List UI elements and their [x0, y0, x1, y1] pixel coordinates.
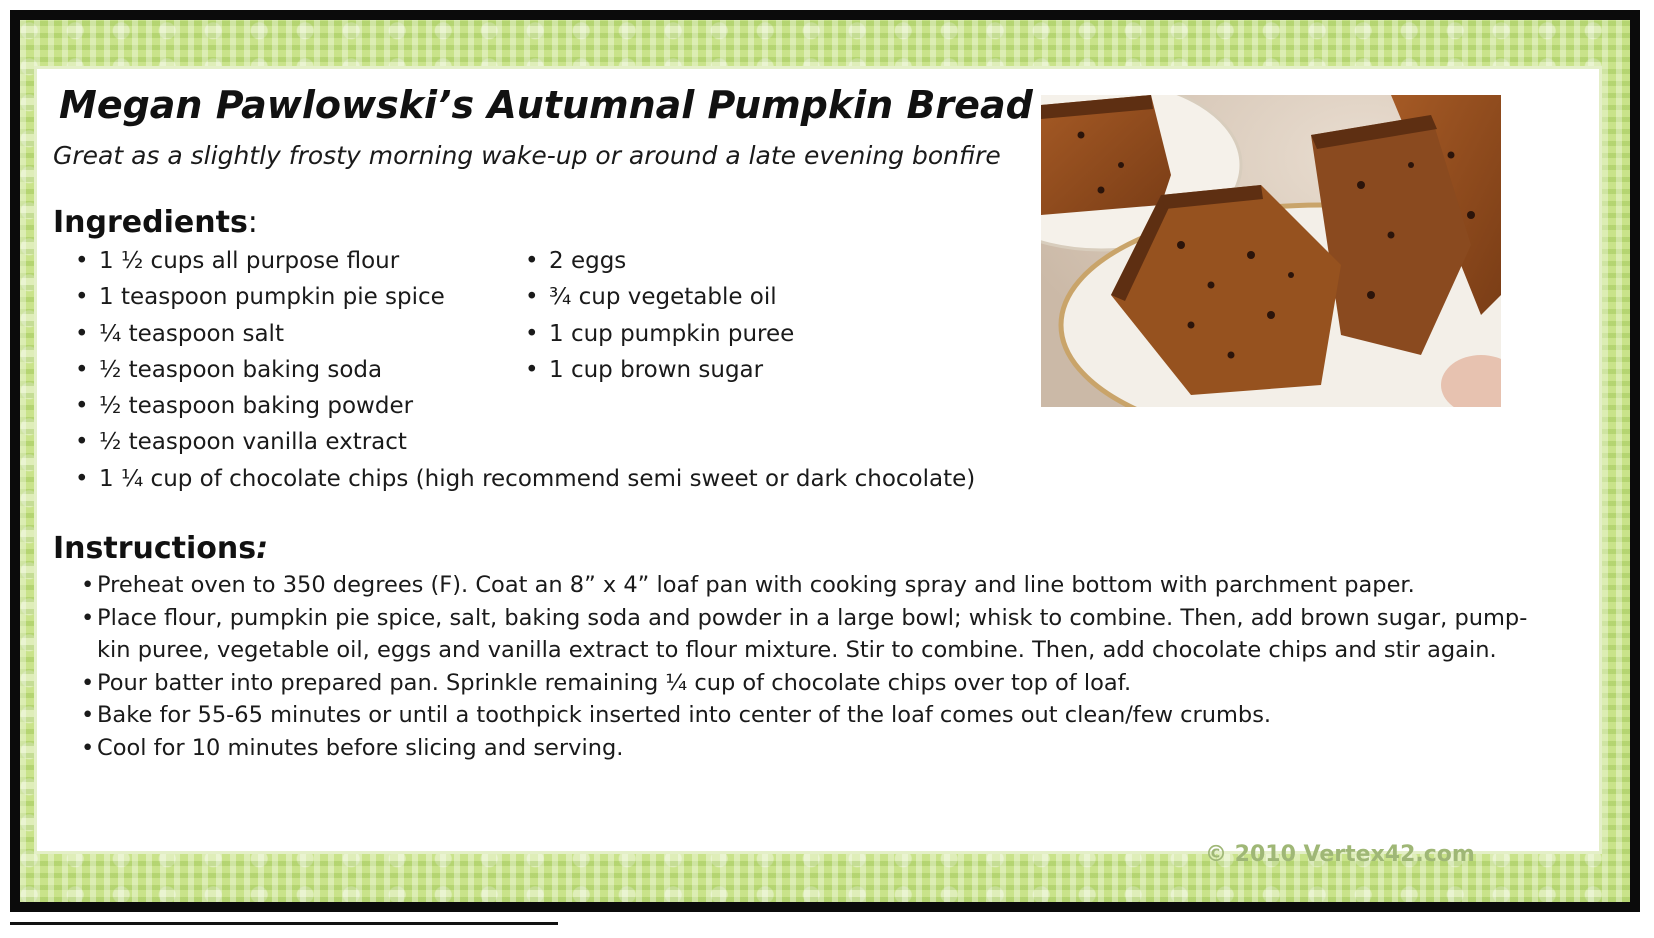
bullet-icon: •	[75, 393, 89, 420]
ingredient-item	[525, 243, 925, 279]
bullet-icon: •	[75, 248, 89, 274]
ingredient-text: 1 cup brown sugar	[549, 356, 764, 383]
ingredient-text: ½ teaspoon vanilla extract	[99, 429, 407, 456]
pumpkin-bread-illustration	[1041, 95, 1501, 407]
ingredient-text: 2 eggs	[549, 248, 627, 274]
bullet-icon: •	[75, 465, 89, 492]
ingredient-text: ¼ teaspoon salt	[99, 320, 284, 347]
bullet-icon: •	[75, 320, 89, 347]
bullet-icon: •	[525, 356, 539, 383]
ingredient-item	[525, 279, 925, 315]
ingredients-heading-text: Ingredients	[53, 205, 248, 240]
instructions-heading-colon: :	[256, 531, 269, 566]
instruction-step	[81, 569, 1541, 602]
bullet-icon: •	[81, 734, 95, 761]
instruction-text: Bake for 55-65 minutes or until a toothpick inserted into center of the loaf comes out clean/few crumbs.	[97, 702, 1272, 728]
ingredient-text: 1 ¼ cup of chocolate chips (high recommend semi sweet or dark chocolate)	[99, 465, 976, 492]
instruction-step	[81, 602, 1541, 667]
bullet-icon: •	[81, 702, 95, 728]
pumpkin-bread-photo	[1041, 95, 1501, 407]
ingredients-list-secondary	[525, 243, 925, 388]
recipe-subtitle: Great as a slightly frosty morning wake-up or around a late evening bonfire	[53, 141, 1001, 170]
bullet-icon: •	[525, 284, 539, 311]
bullet-icon: •	[75, 429, 89, 456]
bullet-icon: •	[525, 320, 539, 347]
instruction-step	[81, 732, 1541, 765]
ingredient-item	[75, 388, 1035, 424]
instruction-text: Pour batter into prepared pan. Sprinkle remaining ¼ cup of chocolate chips over top of loaf.	[97, 669, 1132, 696]
bullet-icon: •	[81, 604, 95, 631]
ingredient-text: 1 cup pumpkin puree	[549, 320, 795, 347]
ingredients-heading	[53, 205, 258, 240]
ingredient-item	[525, 352, 925, 388]
instructions-heading	[53, 531, 268, 566]
instructions-heading-text: Instructions	[53, 531, 257, 566]
bullet-icon: •	[75, 356, 89, 383]
ingredient-text: ¾ cup vegetable oil	[549, 284, 777, 311]
instruction-text: Preheat oven to 350 degrees (F). Coat an 8” x 4” loaf pan with cooking spray and line bottom with parchment paper.	[97, 572, 1415, 598]
instruction-text: Place flour, pumpkin pie spice, salt, baking soda and powder in a large bowl; whisk to combine. Then, add brown sugar, pump-kin puree, vegetable oil, eggs and vanilla extract to flour mixture. Stir to combine. Then, add chocolate chips and stir again.	[97, 604, 1528, 663]
bullet-icon: •	[75, 284, 89, 311]
bullet-icon: •	[525, 248, 539, 274]
recipe-title: Megan Pawlowski’s Autumnal Pumpkin Bread	[59, 83, 1033, 127]
ingredients-heading-colon: :	[247, 205, 258, 240]
ingredient-item	[75, 461, 1035, 497]
ingredient-text: 1 teaspoon pumpkin pie spice	[99, 284, 445, 311]
instruction-step	[81, 699, 1541, 732]
ingredient-item	[525, 316, 925, 352]
ingredient-text: ½ teaspoon baking soda	[99, 356, 383, 383]
instructions-list	[81, 569, 1541, 764]
bottom-divider	[10, 922, 558, 925]
ingredient-text: ½ teaspoon baking powder	[99, 393, 414, 420]
copyright-watermark: © 2010 Vertex42.com	[1205, 842, 1475, 867]
instruction-text: Cool for 10 minutes before slicing and serving.	[97, 734, 624, 761]
ingredient-text: 1 ½ cups all purpose flour	[99, 248, 400, 274]
instruction-step	[81, 667, 1541, 700]
bullet-icon: •	[81, 669, 95, 696]
bullet-icon: •	[81, 572, 95, 598]
ingredient-item	[75, 424, 1035, 460]
recipe-card	[34, 66, 1602, 854]
